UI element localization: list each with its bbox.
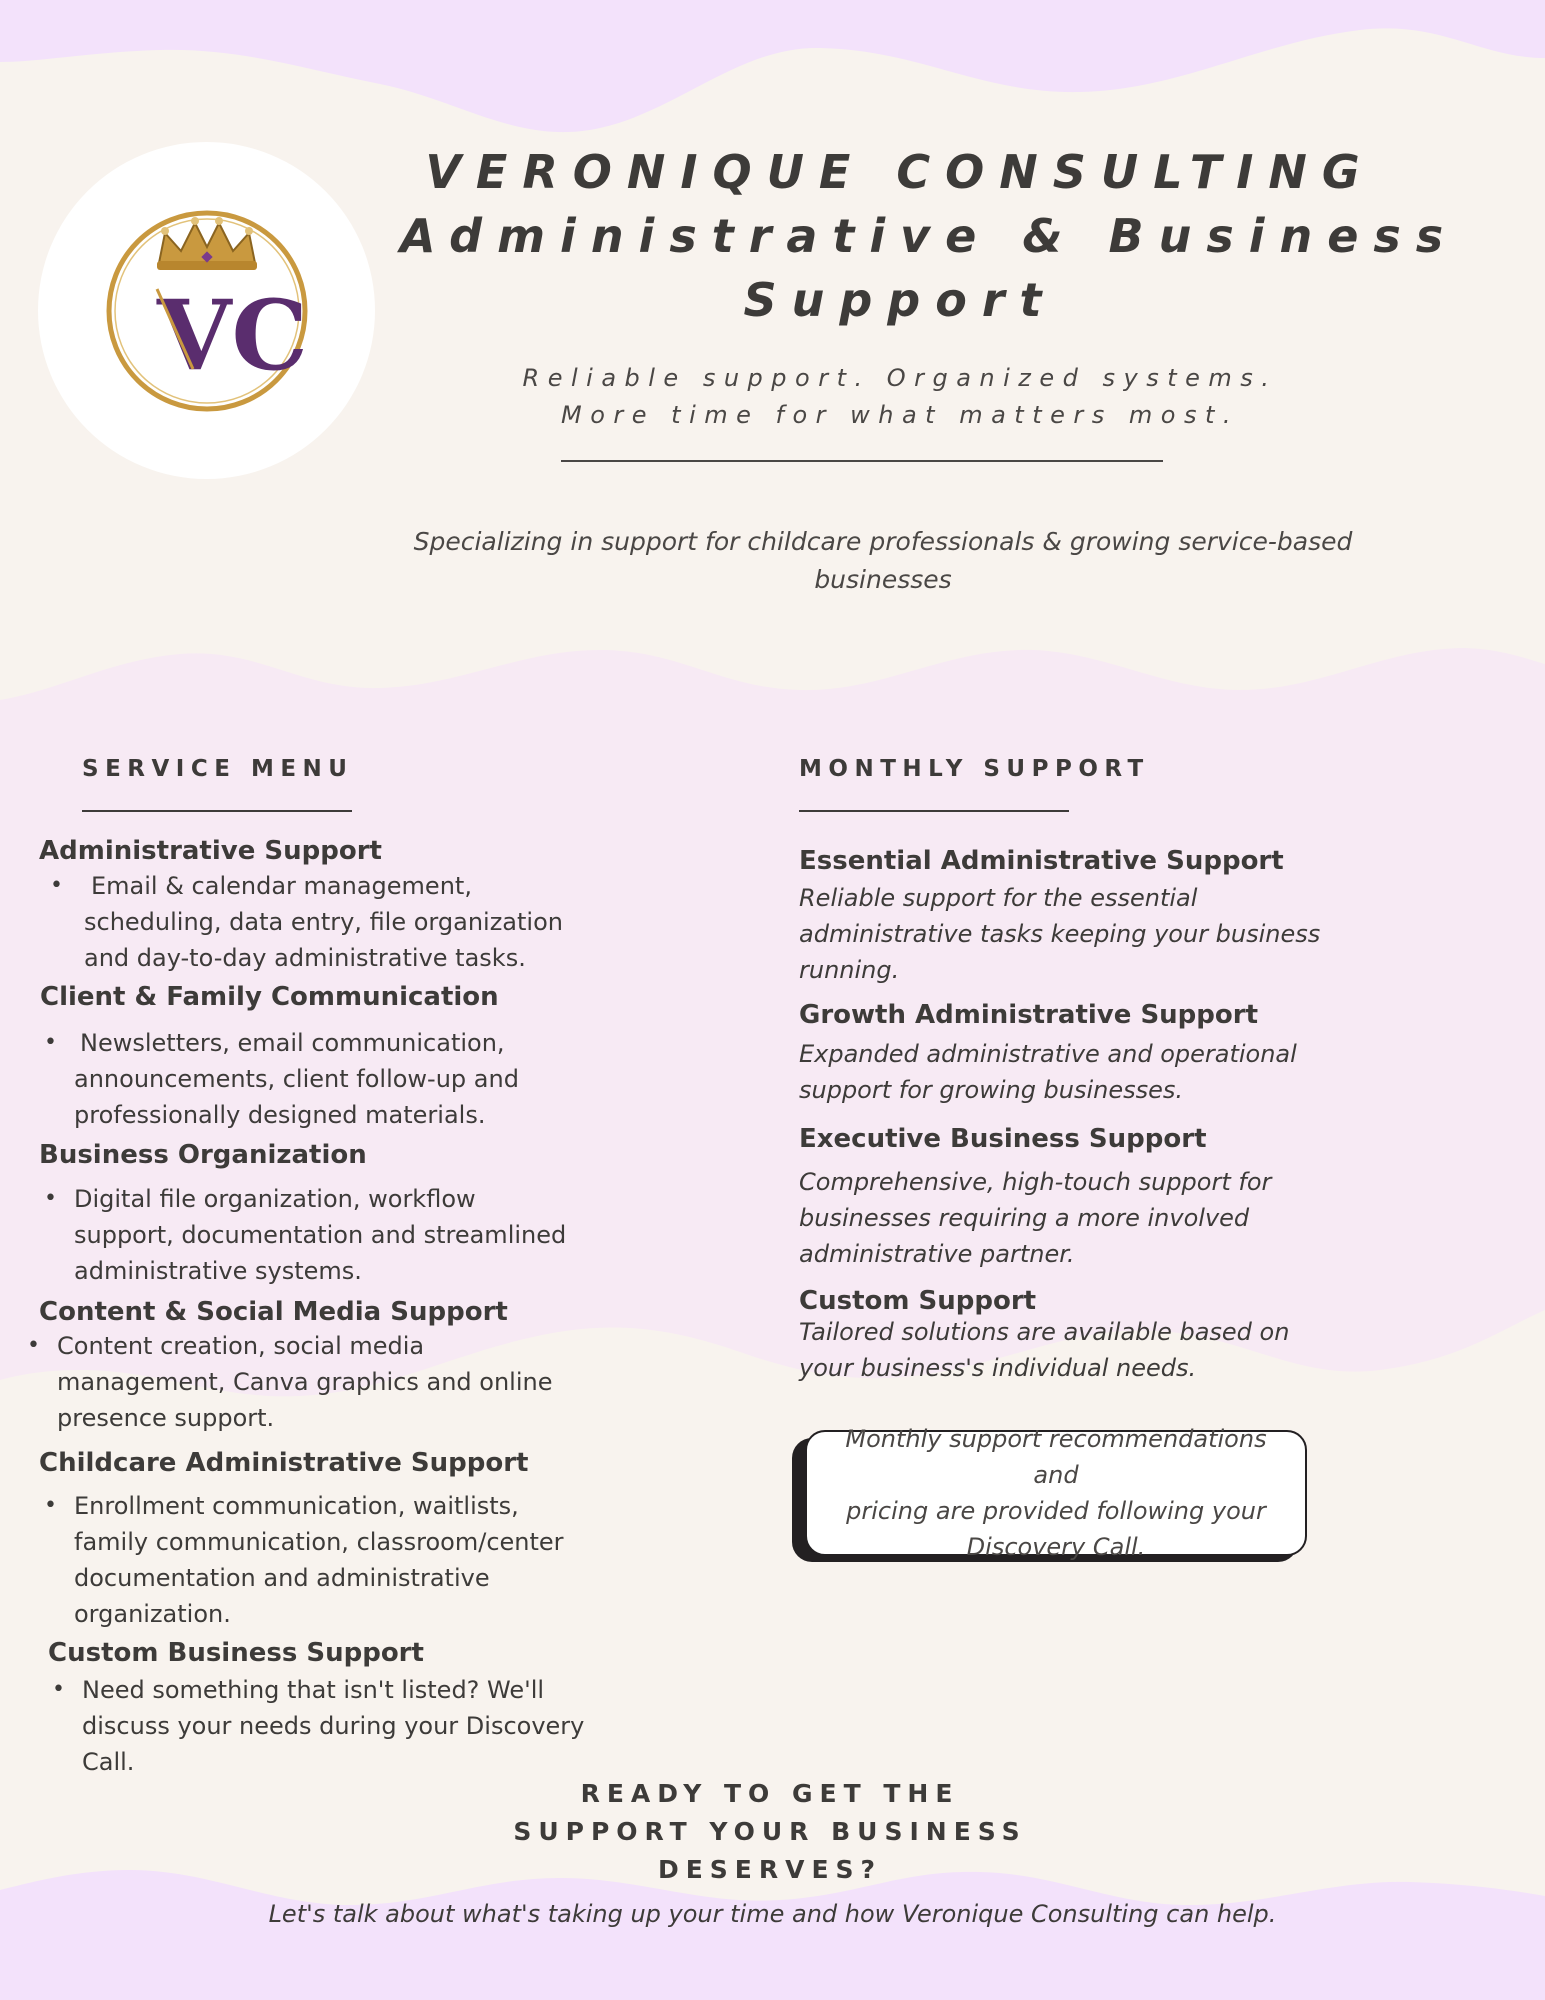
specializing-statement [400, 523, 1366, 599]
desc-line: your business's individual needs. [799, 1354, 1197, 1382]
service-menu-heading: SERVICE MENU [82, 756, 354, 782]
cta-line-1: READY TO GET THE [580, 1779, 960, 1808]
note-line: pricing are provided following your [846, 1497, 1266, 1525]
desc-line: Newsletters, email communication, [80, 1029, 505, 1057]
plan-desc-executive [799, 1164, 1359, 1272]
plan-title-executive: Executive Business Support [799, 1124, 1207, 1154]
desc-line: administrative partner. [799, 1240, 1075, 1268]
pricing-note [821, 1421, 1291, 1565]
service-desc-administrative [50, 868, 630, 976]
service-title-communication: Client & Family Communication [40, 982, 499, 1012]
logo-letters: VC [156, 278, 308, 392]
service-title-organization: Business Organization [39, 1140, 367, 1170]
desc-line: and day-to-day administrative tasks. [84, 944, 526, 972]
desc-line: administrative systems. [74, 1257, 362, 1285]
service-title-childcare: Childcare Administrative Support [39, 1448, 529, 1478]
cta-heading [470, 1775, 1070, 1889]
tagline-line-1: Reliable support. Organized systems. [522, 364, 1278, 392]
plan-desc-essential [799, 880, 1359, 988]
plan-title-growth: Growth Administrative Support [799, 1000, 1259, 1030]
vc-crown-monogram-icon [97, 201, 317, 421]
desc-line: professionally designed materials. [74, 1101, 486, 1129]
desc-line: Email & calendar management, [91, 872, 472, 900]
desc-line: Content creation, social media [57, 1332, 425, 1360]
desc-line: Expanded administrative and operational [799, 1040, 1297, 1068]
bullet-icon: • [27, 1333, 40, 1358]
service-desc-childcare [44, 1488, 634, 1632]
brand-line-2: Administrative & Business [400, 209, 1459, 263]
note-line: Monthly support recommendations and [845, 1425, 1267, 1489]
desc-line: Need something that isn't listed? We'll [82, 1676, 545, 1704]
logo-badge [38, 142, 375, 479]
bullet-icon: • [50, 873, 63, 898]
specializing-line-1: Specializing in support for childcare professionals & growing service-based [413, 527, 1353, 556]
desc-line: administrative tasks keeping your business [799, 920, 1321, 948]
desc-line: family communication, classroom/center [74, 1528, 564, 1556]
service-title-content-social: Content & Social Media Support [39, 1297, 508, 1327]
brand-title [400, 140, 1459, 332]
plan-desc-growth [799, 1036, 1359, 1108]
monthly-support-heading: MONTHLY SUPPORT [799, 756, 1150, 782]
header-divider [561, 460, 1163, 462]
monthly-support-divider [799, 810, 1069, 812]
desc-line: running. [799, 956, 900, 984]
desc-line: businesses requiring a more involved [799, 1204, 1250, 1232]
note-line: Discovery Call. [966, 1533, 1146, 1561]
plan-desc-custom [799, 1314, 1359, 1386]
service-desc-communication [44, 1025, 614, 1133]
specializing-line-2: businesses [814, 565, 952, 594]
cta-subtext: Let's talk about what's taking up your time and how Veronique Consulting can help. [268, 1900, 1277, 1928]
desc-line: Digital file organization, workflow [74, 1185, 476, 1213]
desc-line: announcements, client follow-up and [74, 1065, 519, 1093]
desc-line: presence support. [57, 1404, 275, 1432]
pricing-note-box [805, 1425, 1307, 1561]
plan-title-essential: Essential Administrative Support [799, 846, 1284, 876]
service-desc-content-social [27, 1328, 617, 1436]
bullet-icon: • [44, 1030, 57, 1055]
desc-line: support for growing businesses. [799, 1076, 1184, 1104]
service-title-custom: Custom Business Support [48, 1638, 424, 1668]
desc-line: scheduling, data entry, file organization [84, 908, 563, 936]
brand-line-1: VERONIQUE CONSULTING [425, 145, 1375, 199]
service-title-administrative: Administrative Support [39, 836, 382, 866]
cta-line-3: DESERVES? [657, 1855, 883, 1884]
cta-line-2: SUPPORT YOUR BUSINESS [513, 1817, 1027, 1846]
desc-line: Comprehensive, high-touch support for [799, 1168, 1272, 1196]
service-desc-organization [44, 1181, 634, 1289]
tagline [400, 360, 1400, 434]
bullet-icon: • [44, 1493, 57, 1518]
desc-line: Call. [82, 1748, 135, 1776]
desc-line: Enrollment communication, waitlists, [74, 1492, 519, 1520]
desc-line: Reliable support for the essential [799, 884, 1198, 912]
desc-line: documentation and administrative [74, 1564, 490, 1592]
service-desc-custom [52, 1672, 642, 1780]
service-menu-divider [82, 810, 352, 812]
plan-title-custom: Custom Support [799, 1286, 1037, 1316]
desc-line: organization. [74, 1600, 231, 1628]
desc-line: support, documentation and streamlined [74, 1221, 567, 1249]
brand-line-3: Support [743, 273, 1057, 327]
tagline-line-2: More time for what matters most. [561, 401, 1239, 429]
bullet-icon: • [44, 1186, 57, 1211]
desc-line: discuss your needs during your Discovery [82, 1712, 585, 1740]
desc-line: Tailored solutions are available based on [799, 1318, 1290, 1346]
bullet-icon: • [52, 1677, 65, 1702]
desc-line: management, Canva graphics and online [57, 1368, 553, 1396]
